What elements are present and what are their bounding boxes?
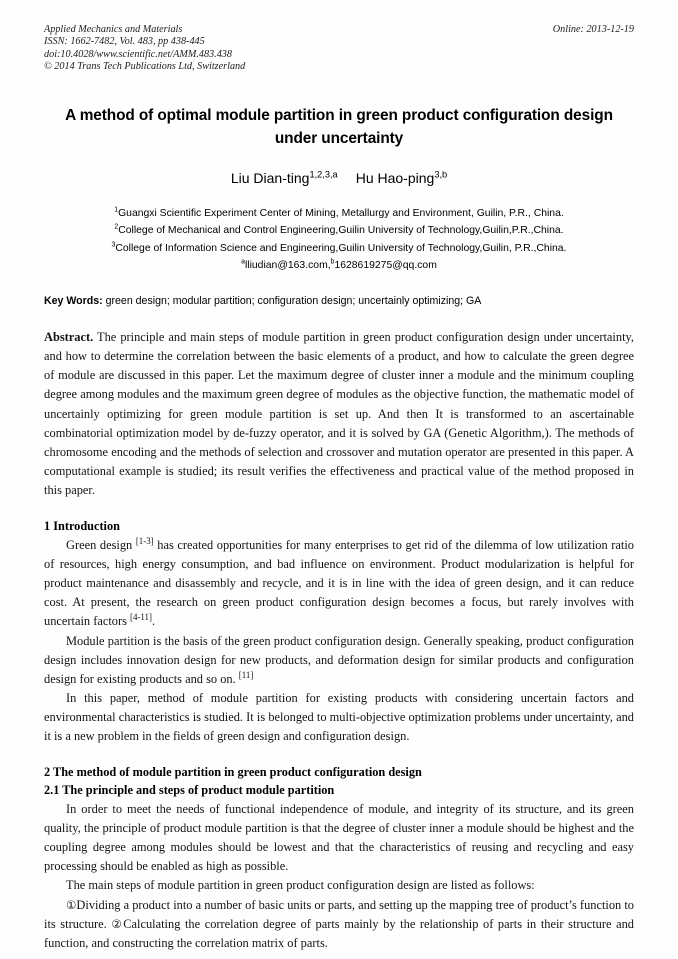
keywords-text: green design; modular partition; configuration design; uncertainly optimizing; GA	[105, 295, 482, 308]
email-marker: a	[241, 258, 245, 266]
email-address[interactable]: 1628619275@qq.com	[334, 259, 437, 271]
affiliation-marker: 2	[114, 223, 119, 231]
circled-step-number: ①	[66, 897, 77, 912]
journal-issn: ISSN: 1662-7482, Vol. 483, pp 438-445	[44, 36, 205, 48]
author	[356, 170, 447, 186]
body-paragraph: In order to meet the needs of functional independence of module, and integrity of its structure, and its green quality, the principle of product module partition is that the degree of cluster inner a module should be highest and the coupling degree among modules should be lowest and that the characteristics of reusing and recycling and easy processing should be enabled as high as possible.	[44, 802, 634, 874]
section-heading: 1 Introduction	[44, 519, 120, 534]
affiliation	[44, 222, 634, 239]
body-paragraph: ①Dividing a product into a number of basic units or parts, and setting up the mapping tree of product’s function to its structure. ②Calculating the correlation degree of parts mainly by the relationship of parts in their structure and function, and constructing the correlation matrix of parts.	[44, 897, 634, 950]
abstract-label: Abstract.	[44, 330, 94, 345]
journal-doi: doi:10.4028/www.scientific.net/AMM.483.438	[44, 48, 232, 60]
email-address[interactable]: lliudian@163.com,	[244, 259, 331, 271]
author-affiliation-marker: 1,2,3,a	[309, 169, 338, 180]
affiliation-text: Guangxi Scientific Experiment Center of Mining, Metallurgy and Environment, Guilin, P.R., China.	[118, 208, 564, 219]
affiliation-list	[44, 205, 634, 274]
section-heading: 2 The method of module partition in green product configuration design	[44, 765, 422, 780]
body-paragraph: Green design [1-3] has created opportunities for many enterprises to get rid of the dilemma of low utilization ratio of resources, high energy consumption, and bad influence on environment. Product modularization is helpful for product maintenance and disassembly and recycle, and it is in line with the idea of green design, and it can reduce cost. At present, the research on green product configuration design becomes a focus, but rarely involves with uncertain factors [4-11].	[44, 535, 634, 629]
page-title: A method of optimal module partition in green product configuration design under uncertainty	[65, 107, 613, 147]
body-paragraph: In this paper, method of module partition for existing products with considering uncertain factors and environmental characteristics is studied. It is belonged to multi-objective optimization problems under uncertainty, and it is a new problem in the fields of green design and configuration design.	[44, 690, 634, 743]
keywords	[44, 294, 634, 309]
reference-marker: [4-11]	[130, 612, 152, 623]
author-name: Hu Hao-ping	[355, 170, 435, 186]
email-marker: b	[330, 258, 335, 266]
reference-marker: [11]	[238, 669, 254, 680]
journal-header-left	[44, 24, 474, 74]
keywords-label: Key Words:	[44, 295, 103, 308]
affiliation-text: College of Mechanical and Control Engineering,Guilin University of Technology,Guilin,P.R.,China.	[118, 225, 564, 237]
circled-step-number: ②	[111, 916, 124, 931]
abstract-text: The principle and main steps of module partition in green product configuration design under uncertainty, and how to determine the correlation between the basic elements of a product, and how to calculate the green degree of module are discussed in this paper. Let the maximum degree of cluster inner a module and the minimum coupling degree among modules and the maximum green degree of modules as the objective function, the mathematic model of uncertainly optimizing for green module partition is set up. And then It is transformed to an ascertainable combinatorial optimization model by de-fuzzy operator, and it is solved by GA (Genetic Algorithm,). The methods of chromosome encoding and the methods of selection and crossover and mutation operator are presented in this paper. A computational example is studied; its result verifies the effectiveness and practical value of the method proposed in this paper.	[44, 330, 634, 497]
affiliation-text: College of Information Science and Engineering,Guilin University of Technology,Guilin, P.R.,China.	[115, 242, 567, 254]
body-sections	[44, 517, 634, 953]
affiliation	[44, 240, 634, 257]
affiliation-marker: 3	[111, 241, 116, 249]
reference-marker: [1-3]	[135, 535, 154, 546]
author	[231, 170, 338, 186]
body-paragraph: Module partition is the basis of the green product configuration design. Generally speaking, product configuration design includes innovation design for new products, and deformation design for similar products and configuration design for existing products and so on. [11]	[44, 633, 634, 686]
author-list	[44, 170, 634, 186]
affiliation-marker: 1	[114, 206, 119, 214]
journal-header	[44, 24, 634, 78]
body-paragraph: The main steps of module partition in green product configuration design are listed as follows:	[66, 878, 535, 893]
affiliation	[44, 205, 634, 222]
author-name: Liu Dian-ting	[230, 170, 310, 186]
subsection-heading: 2.1 The principle and steps of product module partition	[44, 783, 335, 798]
journal-name: Applied Mechanics and Materials	[44, 24, 183, 35]
author-affiliation-marker: 3,b	[434, 169, 448, 180]
online-date: Online: 2013-12-19	[552, 24, 634, 35]
email-list	[44, 257, 634, 274]
journal-copyright: © 2014 Trans Tech Publications Ltd, Switzerland	[44, 61, 246, 73]
abstract	[44, 328, 634, 500]
